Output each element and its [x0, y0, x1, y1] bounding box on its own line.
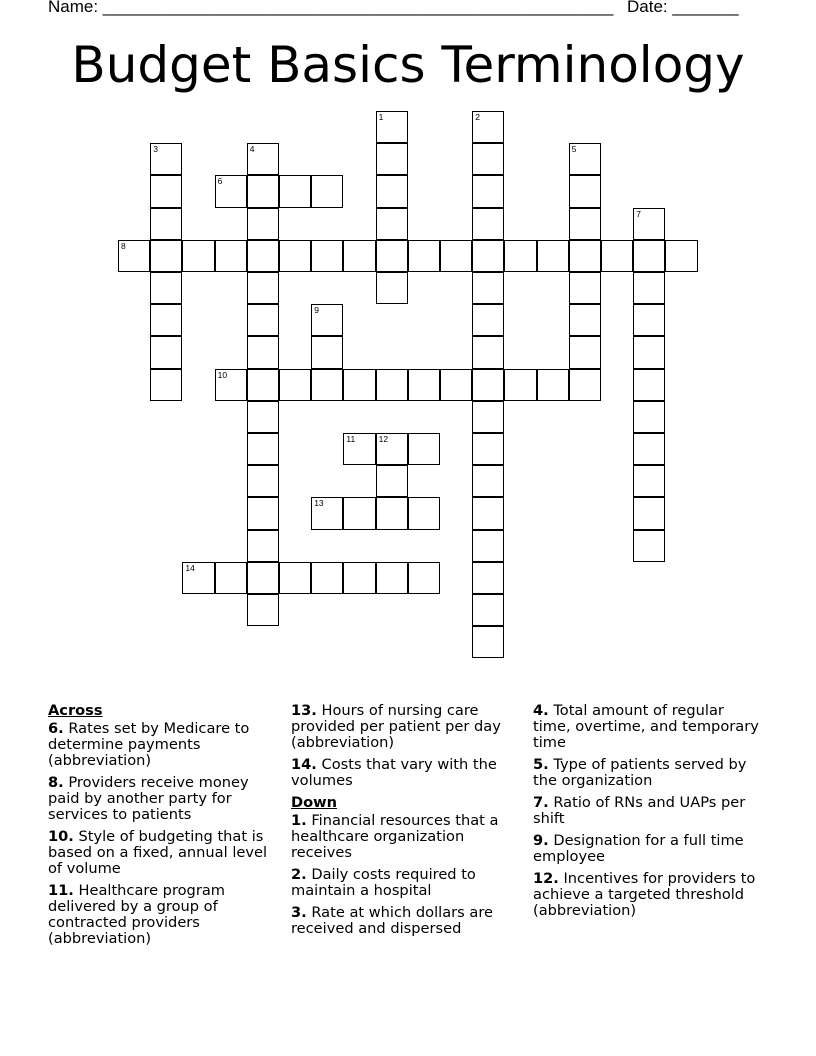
grid-cell[interactable]: [247, 497, 279, 529]
clue-across-8: [48, 775, 276, 823]
clue-text: Rate at which dollars are received and dispersed: [291, 904, 493, 937]
grid-cell[interactable]: [408, 433, 440, 465]
clue-down-12: [533, 871, 761, 919]
page-title: Budget Basics Terminology: [71, 36, 745, 94]
cell-number: 12: [378, 434, 389, 444]
grid-cell[interactable]: [472, 304, 504, 336]
grid-cell[interactable]: [247, 208, 279, 240]
grid-cell[interactable]: [472, 111, 504, 143]
cell-number: 5: [571, 144, 577, 155]
cell-number: 13: [314, 498, 324, 509]
clue-text: Ratio of RNs and UAPs per shift: [533, 794, 746, 827]
grid-cell[interactable]: [440, 240, 472, 272]
grid-cell[interactable]: [247, 433, 279, 465]
clue-down-1: [291, 813, 519, 861]
grid-cell[interactable]: [376, 369, 408, 401]
grid-cell[interactable]: [472, 175, 504, 207]
grid-cell[interactable]: [376, 562, 408, 594]
grid-cell[interactable]: [247, 336, 279, 368]
grid-cell[interactable]: [247, 401, 279, 433]
grid-cell[interactable]: [376, 143, 408, 175]
clue-number: 3.: [291, 904, 307, 921]
grid-cell[interactable]: [408, 497, 440, 529]
grid-cell[interactable]: [311, 497, 343, 529]
clue-number: 1.: [291, 812, 307, 829]
clue-number: 10.: [48, 828, 74, 845]
grid-cell[interactable]: [279, 175, 311, 207]
grid-cell[interactable]: [215, 240, 247, 272]
grid-cell[interactable]: [569, 240, 601, 272]
grid-cell[interactable]: [376, 433, 408, 465]
grid-cell[interactable]: [569, 369, 601, 401]
clue-down-4: [533, 703, 761, 751]
clue-across-10: [48, 829, 276, 877]
clue-across-11: [48, 883, 276, 947]
grid-cell[interactable]: [569, 336, 601, 368]
clue-down-9: [533, 833, 761, 865]
grid-cell[interactable]: [311, 336, 343, 368]
cell-number: 4: [249, 144, 255, 155]
grid-cell[interactable]: [311, 175, 343, 207]
grid-cell[interactable]: [472, 465, 504, 497]
grid-cell[interactable]: [150, 336, 182, 368]
grid-cell[interactable]: [247, 562, 279, 594]
grid-cell[interactable]: [472, 594, 504, 626]
clue-column-2: [291, 703, 519, 943]
grid-cell[interactable]: [633, 401, 665, 433]
clue-number: 12.: [533, 870, 559, 887]
grid-cell[interactable]: [247, 465, 279, 497]
clue-text: Providers receive money paid by another party for services to patients: [48, 774, 249, 823]
grid-cell[interactable]: [150, 304, 182, 336]
grid-cell[interactable]: [633, 336, 665, 368]
grid-cell[interactable]: [633, 530, 665, 562]
grid-cell[interactable]: [376, 272, 408, 304]
clue-across-14: [291, 757, 519, 789]
grid-cell[interactable]: [472, 626, 504, 658]
clue-number: 5.: [533, 756, 549, 773]
clue-number: 7.: [533, 794, 549, 811]
grid-cell[interactable]: [408, 562, 440, 594]
grid-cell[interactable]: [633, 433, 665, 465]
grid-cell[interactable]: [504, 240, 536, 272]
clue-text: Costs that vary with the volumes: [291, 756, 497, 789]
grid-cell[interactable]: [633, 240, 665, 272]
grid-cell[interactable]: [633, 304, 665, 336]
clue-number: 14.: [291, 756, 317, 773]
grid-cell[interactable]: [343, 240, 375, 272]
clue-column-3: [533, 703, 761, 925]
clue-across-6: [48, 721, 276, 769]
clue-text: Style of budgeting that is based on a fixed, annual level of volume: [48, 828, 268, 877]
cell-number: 11: [346, 434, 356, 444]
grid-cell[interactable]: [247, 594, 279, 626]
grid-cell[interactable]: [150, 240, 182, 272]
clue-text: Healthcare program delivered by a group of contracted providers (abbreviation): [48, 882, 225, 947]
grid-cell[interactable]: [247, 175, 279, 207]
grid-cell[interactable]: [472, 208, 504, 240]
grid-cell[interactable]: [376, 465, 408, 497]
clue-number: 13.: [291, 702, 317, 719]
grid-cell[interactable]: [376, 208, 408, 240]
grid-cell[interactable]: [247, 143, 279, 175]
grid-cell[interactable]: [279, 369, 311, 401]
grid-cell[interactable]: [472, 369, 504, 401]
clue-number: 6.: [48, 720, 64, 737]
cell-number: 10: [217, 369, 228, 380]
grid-cell[interactable]: [472, 433, 504, 465]
grid-cell[interactable]: [247, 530, 279, 562]
cell-number: 9: [314, 305, 319, 316]
grid-cell[interactable]: [665, 240, 697, 272]
grid-cell[interactable]: [343, 562, 375, 594]
clue-number: 11.: [48, 882, 74, 899]
clue-down-2: [291, 867, 519, 899]
cell-number: 14: [185, 562, 195, 573]
grid-cell[interactable]: [343, 433, 375, 465]
grid-cell[interactable]: [215, 175, 247, 207]
grid-cell[interactable]: [440, 369, 472, 401]
grid-cell[interactable]: [150, 272, 182, 304]
clue-text: Daily costs required to maintain a hospital: [291, 866, 476, 899]
grid-cell[interactable]: [311, 240, 343, 272]
clue-number: 9.: [533, 832, 549, 849]
clue-text: Hours of nursing care provided per patient per day (abbreviation): [291, 702, 501, 751]
grid-cell[interactable]: [150, 208, 182, 240]
grid-cell[interactable]: [633, 272, 665, 304]
grid-cell[interactable]: [311, 369, 343, 401]
grid-cell[interactable]: [569, 143, 601, 175]
grid-cell[interactable]: [472, 401, 504, 433]
cell-number: 6: [217, 176, 223, 187]
grid-cell[interactable]: [311, 562, 343, 594]
grid-cell[interactable]: [247, 272, 279, 304]
clue-number: 2.: [291, 866, 307, 883]
clue-across-13: [291, 703, 519, 751]
grid-cell[interactable]: [376, 175, 408, 207]
clue-text: Designation for a full time employee: [533, 832, 744, 865]
grid-cell[interactable]: [633, 208, 665, 240]
cell-number: 8: [121, 240, 126, 251]
clue-down-5: [533, 757, 761, 789]
grid-cell[interactable]: [150, 369, 182, 401]
clue-text: Total amount of regular time, overtime, and temporary time: [533, 702, 759, 751]
grid-cell[interactable]: [376, 111, 408, 143]
grid-cell[interactable]: [569, 208, 601, 240]
clue-text: Type of patients served by the organization: [533, 756, 747, 789]
grid-cell[interactable]: [601, 240, 633, 272]
grid-cell[interactable]: [215, 562, 247, 594]
grid-cell[interactable]: [247, 369, 279, 401]
grid-cell[interactable]: [311, 304, 343, 336]
grid-cell[interactable]: [376, 497, 408, 529]
grid-cell[interactable]: [569, 175, 601, 207]
grid-cell[interactable]: [247, 304, 279, 336]
grid-cell[interactable]: [472, 240, 504, 272]
clue-down-7: [533, 795, 761, 827]
grid-cell[interactable]: [279, 240, 311, 272]
grid-cell[interactable]: [472, 562, 504, 594]
cell-number: 3: [153, 144, 158, 155]
grid-cell[interactable]: [537, 240, 569, 272]
cell-number: 1: [378, 112, 384, 122]
clue-column-1: [48, 703, 276, 953]
grid-cell[interactable]: [633, 497, 665, 529]
down-heading: Down: [291, 794, 338, 811]
grid-cell[interactable]: [150, 175, 182, 207]
grid-cell[interactable]: [472, 336, 504, 368]
grid-cell[interactable]: [472, 143, 504, 175]
grid-cell[interactable]: [182, 562, 214, 594]
clue-text: Financial resources that a healthcare organization receives: [291, 812, 499, 861]
cell-number: 7: [636, 208, 641, 219]
across-heading: Across: [48, 702, 103, 719]
clue-down-3: [291, 905, 519, 937]
grid-cell[interactable]: [247, 240, 279, 272]
grid-cell[interactable]: [569, 304, 601, 336]
grid-cell[interactable]: [279, 562, 311, 594]
grid-cell[interactable]: [633, 369, 665, 401]
clue-text: Rates set by Medicare to determine payments (abbreviation): [48, 720, 250, 769]
grid-cell[interactable]: [215, 369, 247, 401]
grid-cell[interactable]: [537, 369, 569, 401]
grid-cell[interactable]: [182, 240, 214, 272]
grid-cell[interactable]: [376, 240, 408, 272]
date-field-label: Date: _______: [627, 0, 739, 16]
grid-cell[interactable]: [633, 465, 665, 497]
grid-cell[interactable]: [472, 497, 504, 529]
clue-text: Incentives for providers to achieve a targeted threshold (abbreviation): [533, 870, 756, 919]
clue-number: 4.: [533, 702, 549, 719]
name-field-label: Name: ______________________________________________________: [48, 0, 614, 16]
grid-cell[interactable]: [472, 530, 504, 562]
cell-number: 2: [475, 112, 480, 122]
grid-cell[interactable]: [408, 369, 440, 401]
grid-cell[interactable]: [118, 240, 150, 272]
grid-cell[interactable]: [569, 272, 601, 304]
grid-cell[interactable]: [343, 497, 375, 529]
grid-cell[interactable]: [504, 369, 536, 401]
grid-cell[interactable]: [472, 272, 504, 304]
clue-number: 8.: [48, 774, 64, 791]
grid-cell[interactable]: [150, 143, 182, 175]
grid-cell[interactable]: [408, 240, 440, 272]
grid-cell[interactable]: [343, 369, 375, 401]
